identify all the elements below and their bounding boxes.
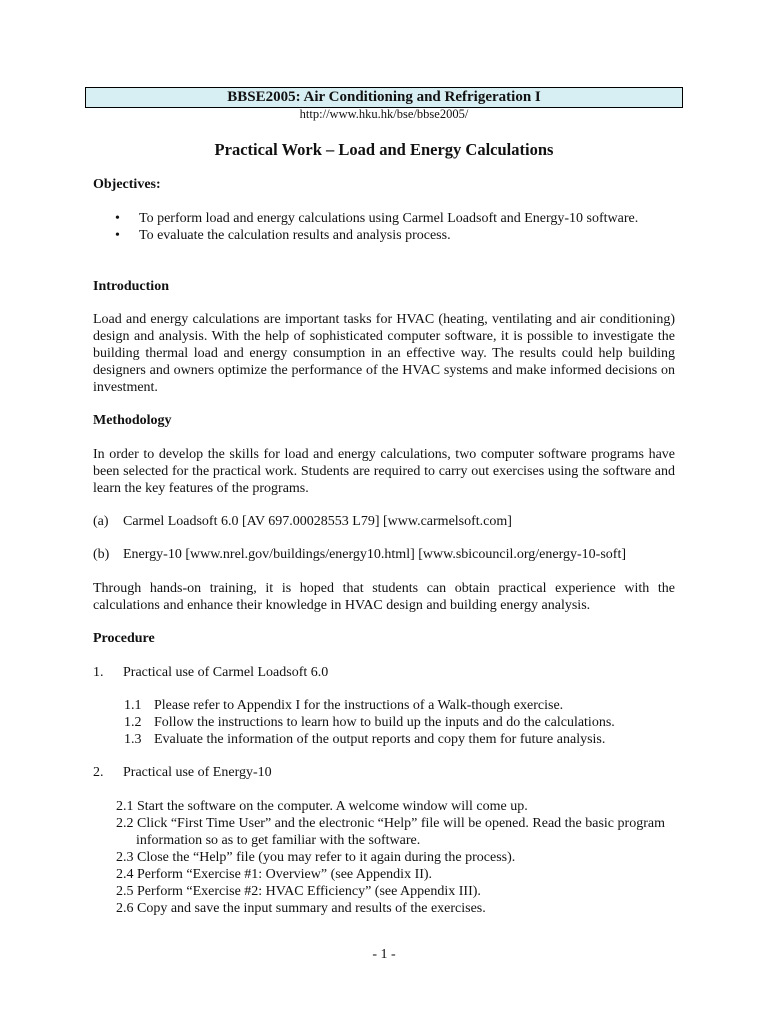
objectives-heading: Objectives: [93,177,161,192]
list-item: 2.6 Copy and save the input summary and results of the exercises. [116,901,486,916]
list-item: 1.1 Please refer to Appendix I for the instructions of a Walk-though exercise. [124,698,564,713]
list-item: 2.4 Perform “Exercise #1: Overview” (see Appendix II). [116,867,433,882]
list-item: 2.3 Close the “Help” file (you may refer to it again during the process). [116,850,516,865]
introduction-paragraph: Load and energy calculations are important tasks for HVAC (heating, ventilating and air conditioning) design and analysis. With the help of sophisticated computer software, it is possible to investigate the building thermal load and energy consumption in an effective way. The results could help building designers and owners optimize the performance of the HVAC systems and make informed decisions on investment. [93,312,675,395]
methodology-heading: Methodology [93,413,172,428]
list-item: 2.5 Perform “Exercise #2: HVAC Efficiency” (see Appendix III). [116,884,481,899]
introduction-heading: Introduction [93,279,169,294]
bullet-icon: • [115,211,120,226]
methodology-paragraph: In order to develop the skills for load and energy calculations, two computer software programs have been selected for the practical work. Students are required to carry out exercises using the software and learn the key features of the programs. [93,447,675,496]
course-title-box: BBSE2005: Air Conditioning and Refrigeration I [85,87,683,108]
procedure-section-1-title: 1. Practical use of Carmel Loadsoft 6.0 [93,665,329,680]
list-item: 1.3 Evaluate the information of the output reports and copy them for future analysis. [124,732,606,747]
page-title: Practical Work – Load and Energy Calculations [214,140,554,159]
reference-a: (a) Carmel Loadsoft 6.0 [AV 697.00028553 L79] [www.carmelsoft.com] [93,514,512,529]
reference-b: (b) Energy-10 [www.nrel.gov/buildings/energy10.html] [www.sbicouncil.org/energy-10-soft] [93,547,627,562]
list-item: 2.2 Click “First Time User” and the electronic “Help” file will be opened. Read the basic program information so as to get familiar with the software. [116,816,665,848]
page-number: - 1 - [372,947,396,962]
procedure-section-2-title: 2. Practical use of Energy-10 [93,765,272,780]
objectives-list [93,210,675,244]
list-item: 2.1 Start the software on the computer. A welcome window will come up. [116,799,528,814]
methodology-closing-paragraph: Through hands-on training, it is hoped that students can obtain practical experience with the calculations and enhance their knowledge in HVAC design and building energy analysis. [93,581,675,613]
course-url[interactable]: http://www.hku.hk/bse/bbse2005/ [299,107,469,121]
procedure-heading: Procedure [93,631,155,646]
procedure-section-2-list [116,798,686,917]
list-item: 1.2 Follow the instructions to learn how to build up the inputs and do the calculations. [124,715,615,730]
procedure-section-1-list [124,697,684,748]
list-item: • To perform load and energy calculations using Carmel Loadsoft and Energy-10 software. [115,211,639,226]
list-item: • To evaluate the calculation results and analysis process. [115,228,451,243]
bullet-icon: • [115,228,120,243]
